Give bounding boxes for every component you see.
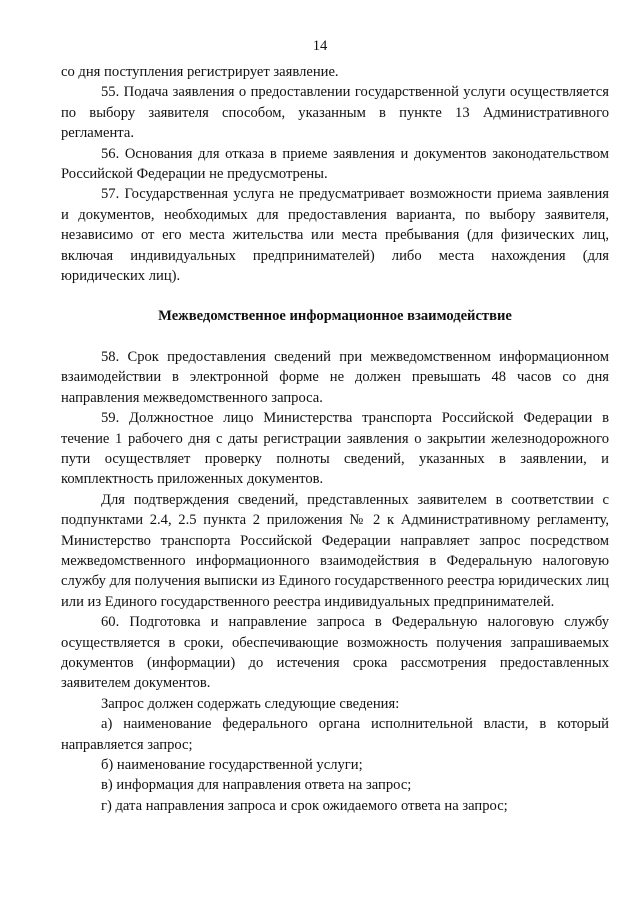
section-heading: Межведомственное информационное взаимодействие (158, 308, 512, 325)
paragraph-58: 58. Срок предоставления сведений при межведомственном информационном взаимодействии в электронной форме не должен превышать 48 часов со дня направления межведомственного запроса. (61, 348, 609, 406)
list-item-c: в) информация для направления ответа на запрос; (101, 777, 412, 794)
paragraph-57: 57. Государственная услуга не предусматривает возможности приема заявления и документов, необходимых для предоставления варианта, по выбору заявителя, независимо от его места жительства или места пребывания (для физических лиц, включая индивидуальных предпринимателей) либо места нахождения (для юридических лиц). (61, 186, 609, 285)
list-item-b: б) наименование государственной услуги; (101, 757, 363, 773)
paragraph-56: 56. Основания для отказа в приеме заявления и документов законодательством Российской Федерации не предусмотрены. (61, 145, 609, 183)
paragraph-60: 60. Подготовка и направление запроса в Федеральную налоговую службу осуществляется в сроки, обеспечивающие возможность получения запрашиваемых документов (информации) до истечения срока рассмотрения предоставленных заявителем документов. (61, 614, 609, 692)
paragraph-continuation: со дня поступления регистрирует заявление. (61, 64, 339, 80)
paragraph-55: 55. Подача заявления о предоставлении государственной услуги осуществляется по выбору заявителя способом, указанным в пункте 13 Административного регламента. (61, 84, 609, 142)
paragraph-59: 59. Должностное лицо Министерства транспорта Российской Федерации в течение 1 рабочего дня с даты регистрации заявления о закрытии железнодорожного пути осуществляет проверку полноты сведений, указанных в заявлении, и комплектность приложенных документов. (61, 410, 609, 488)
list-item-d: г) дата направления запроса и срок ожидаемого ответа на запрос; (101, 797, 508, 814)
page-number: 14 (312, 38, 328, 54)
list-item-a: а) наименование федерального органа исполнительной власти, в который направляется запрос; (61, 716, 609, 753)
paragraph-request-contents: Запрос должен содержать следующие сведения: (101, 695, 400, 712)
document-body (61, 62, 609, 816)
paragraph-59-confirmation: Для подтверждения сведений, представленных заявителем в соответствии с подпунктами 2.4, 2.5 пункта 2 приложения № 2 к Административному регламенту, Министерство транспорта Российской Федерации направляет запрос посредством межведомственного информационного взаимодействия в Федеральную налоговую службу для получения выписки из Единого государственного реестра юридических лиц или из Единого государственного реестра индивидуальных предпринимателей. (61, 491, 609, 610)
